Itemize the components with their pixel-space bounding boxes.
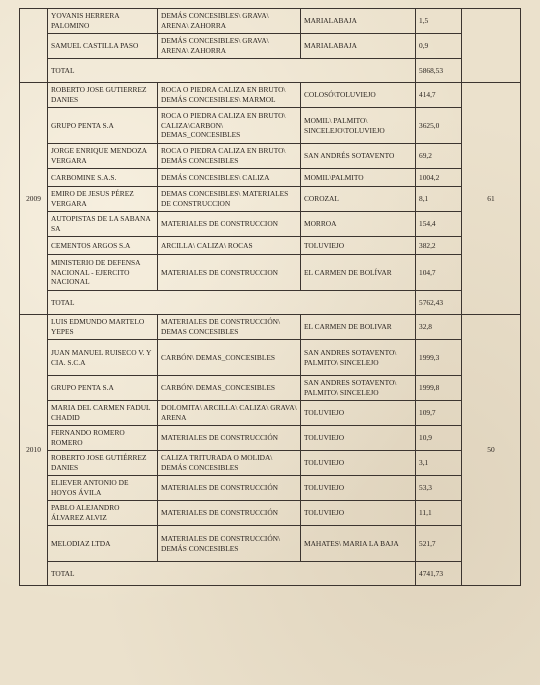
area-cell: 3625,0 bbox=[416, 108, 462, 144]
holder-name: LUIS EDMUNDO MARTELO YEPES bbox=[48, 315, 158, 340]
holder-name: ROBERTO JOSE GUTIERREZ DANIES bbox=[48, 83, 158, 108]
area-cell: 11,1 bbox=[416, 501, 462, 526]
table-row bbox=[20, 526, 521, 562]
table-row bbox=[20, 401, 521, 426]
total-row bbox=[20, 562, 521, 586]
municipality-cell: MOMIL\ PALMITO\ SINCELEJO\TOLUVIEJO bbox=[301, 108, 416, 144]
year-cell: 2009 bbox=[20, 83, 48, 315]
area-cell: 154,4 bbox=[416, 212, 462, 237]
total-row bbox=[20, 59, 521, 83]
table-row bbox=[20, 187, 521, 212]
municipality-cell: MAHATES\ MARIA LA BAJA bbox=[301, 526, 416, 562]
table-row bbox=[20, 476, 521, 501]
area-cell: 521,7 bbox=[416, 526, 462, 562]
mineral-cell: MATERIALES DE CONSTRUCCIÓN\ DEMÁS CONCESIBLES bbox=[158, 526, 301, 562]
municipality-cell: SAN ANDRES SOTAVENTO\ PALMITO\ SINCELEJO bbox=[301, 340, 416, 376]
mineral-cell: CARBÓN\ DEMAS_CONCESIBLES bbox=[158, 376, 301, 401]
mineral-cell: ROCA O PIEDRA CALIZA EN BRUTO\ DEMÁS CONCESIBLES\ MARMOL bbox=[158, 83, 301, 108]
area-cell: 3,1 bbox=[416, 451, 462, 476]
table-row bbox=[20, 237, 521, 255]
holder-name: EMIRO DE JESUS PÉREZ VERGARA bbox=[48, 187, 158, 212]
mineral-cell: ARCILLA\ CALIZA\ ROCAS bbox=[158, 237, 301, 255]
table-row bbox=[20, 34, 521, 59]
area-cell: 1999,3 bbox=[416, 340, 462, 376]
holder-name: GRUPO PENTA S.A bbox=[48, 108, 158, 144]
table-row bbox=[20, 255, 521, 291]
table-row bbox=[20, 9, 521, 34]
holder-name: CARBOMINE S.A.S. bbox=[48, 169, 158, 187]
total-value: 5762,43 bbox=[416, 291, 462, 315]
area-cell: 32,8 bbox=[416, 315, 462, 340]
holder-name: GRUPO PENTA S.A bbox=[48, 376, 158, 401]
year-cell: 2010 bbox=[20, 315, 48, 586]
mineral-cell: MATERIALES DE CONSTRUCCIÓN bbox=[158, 501, 301, 526]
holder-name: AUTOPISTAS DE LA SABANA SA bbox=[48, 212, 158, 237]
mineral-cell: CALIZA TRITURADA O MOLIDA\ DEMÁS CONCESIBLES bbox=[158, 451, 301, 476]
municipality-cell: TOLUVIEJO bbox=[301, 476, 416, 501]
table-row bbox=[20, 169, 521, 187]
table-row bbox=[20, 501, 521, 526]
total-label: TOTAL bbox=[48, 291, 416, 315]
municipality-cell: MARIALABAJA bbox=[301, 34, 416, 59]
mineral-cell: DEMAS CONCESIBLES\ MATERIALES DE CONSTRUCCION bbox=[158, 187, 301, 212]
area-cell: 1,5 bbox=[416, 9, 462, 34]
municipality-cell: TOLUVIEJO bbox=[301, 401, 416, 426]
municipality-cell: MORROA bbox=[301, 212, 416, 237]
area-cell: 382,2 bbox=[416, 237, 462, 255]
municipality-cell: TOLUVIEJO bbox=[301, 237, 416, 255]
area-cell: 104,7 bbox=[416, 255, 462, 291]
area-cell: 109,7 bbox=[416, 401, 462, 426]
mineral-cell: MATERIALES DE CONSTRUCCIÓN\ DEMAS CONCESIBLES bbox=[158, 315, 301, 340]
table-row bbox=[20, 315, 521, 340]
mineral-cell: MATERIALES DE CONSTRUCCION bbox=[158, 255, 301, 291]
mineral-cell: MATERIALES DE CONSTRUCCIÓN bbox=[158, 476, 301, 501]
area-cell: 10,9 bbox=[416, 426, 462, 451]
count-cell bbox=[462, 9, 521, 83]
total-value: 5868,53 bbox=[416, 59, 462, 83]
mineral-cell: ROCA O PIEDRA CALIZA EN BRUTO\ DEMÁS CONCESIBLES bbox=[158, 144, 301, 169]
municipality-cell: SAN ANDRES SOTAVENTO\ PALMITO\ SINCELEJO bbox=[301, 376, 416, 401]
mineral-cell: CARBÓN\ DEMAS_CONCESIBLES bbox=[158, 340, 301, 376]
holder-name: MELODIAZ LTDA bbox=[48, 526, 158, 562]
table-row bbox=[20, 376, 521, 401]
count-cell: 61 bbox=[462, 83, 521, 315]
area-cell: 1004,2 bbox=[416, 169, 462, 187]
table-row bbox=[20, 108, 521, 144]
area-cell: 1999,8 bbox=[416, 376, 462, 401]
municipality-cell: MOMIL\PALMITO bbox=[301, 169, 416, 187]
municipality-cell: COLOSÓ\TOLUVIEJO bbox=[301, 83, 416, 108]
area-cell: 0,9 bbox=[416, 34, 462, 59]
holder-name: YOVANIS HERRERA PALOMINO bbox=[48, 9, 158, 34]
area-cell: 69,2 bbox=[416, 144, 462, 169]
area-cell: 8,1 bbox=[416, 187, 462, 212]
municipality-cell: MARIALABAJA bbox=[301, 9, 416, 34]
total-label: TOTAL bbox=[48, 562, 416, 586]
mineral-cell: DOLOMITA\ ARCILLA\ CALIZA\ GRAVA\ ARENA bbox=[158, 401, 301, 426]
year-cell bbox=[20, 9, 48, 83]
holder-name: ROBERTO JOSE GUTIÉRREZ DANIES bbox=[48, 451, 158, 476]
holder-name: SAMUEL CASTILLA PASO bbox=[48, 34, 158, 59]
mineral-cell: DEMÁS CONCESIBLES\ GRAVA\ ARENA\ ZAHORRA bbox=[158, 9, 301, 34]
holder-name: JORGE ENRIQUE MENDOZA VERGARA bbox=[48, 144, 158, 169]
mineral-cell: ROCA O PIEDRA CALIZA EN BRUTO\ CALIZA\CARBON\ DEMAS_CONCESIBLES bbox=[158, 108, 301, 144]
area-cell: 53,3 bbox=[416, 476, 462, 501]
municipality-cell: EL CARMEN DE BOLÍVAR bbox=[301, 255, 416, 291]
table-row bbox=[20, 212, 521, 237]
holder-name: PABLO ALEJANDRO ÁLVAREZ ALVIZ bbox=[48, 501, 158, 526]
table-row bbox=[20, 340, 521, 376]
mineral-cell: MATERIALES DE CONSTRUCCION bbox=[158, 212, 301, 237]
mineral-cell: DEMÁS CONCESIBLES\ GRAVA\ ARENA\ ZAHORRA bbox=[158, 34, 301, 59]
mineral-cell: DEMÁS CONCESIBLES\ CALIZA bbox=[158, 169, 301, 187]
concessions-table bbox=[19, 8, 521, 586]
table-row bbox=[20, 83, 521, 108]
holder-name: JUAN MANUEL RUISECO V. Y CIA. S.C.A bbox=[48, 340, 158, 376]
table-row bbox=[20, 426, 521, 451]
count-cell: 50 bbox=[462, 315, 521, 586]
total-label: TOTAL bbox=[48, 59, 416, 83]
total-row bbox=[20, 291, 521, 315]
table-row bbox=[20, 144, 521, 169]
total-value: 4741,73 bbox=[416, 562, 462, 586]
holder-name: CEMENTOS ARGOS S.A bbox=[48, 237, 158, 255]
municipality-cell: TOLUVIEJO bbox=[301, 501, 416, 526]
municipality-cell: TOLUVIEJO bbox=[301, 426, 416, 451]
municipality-cell: COROZAL bbox=[301, 187, 416, 212]
municipality-cell: EL CARMEN DE BOLIVAR bbox=[301, 315, 416, 340]
holder-name: MINISTERIO DE DEFENSA NACIONAL - EJERCITO NACIONAL bbox=[48, 255, 158, 291]
mineral-cell: MATERIALES DE CONSTRUCCIÓN bbox=[158, 426, 301, 451]
municipality-cell: SAN ANDRÉS SOTAVENTO bbox=[301, 144, 416, 169]
holder-name: ELIEVER ANTONIO DE HOYOS ÁVILA bbox=[48, 476, 158, 501]
municipality-cell: TOLUVIEJO bbox=[301, 451, 416, 476]
holder-name: MARIA DEL CARMEN FADUL CHADID bbox=[48, 401, 158, 426]
holder-name: FERNANDO ROMERO ROMERO bbox=[48, 426, 158, 451]
area-cell: 414,7 bbox=[416, 83, 462, 108]
table-row bbox=[20, 451, 521, 476]
